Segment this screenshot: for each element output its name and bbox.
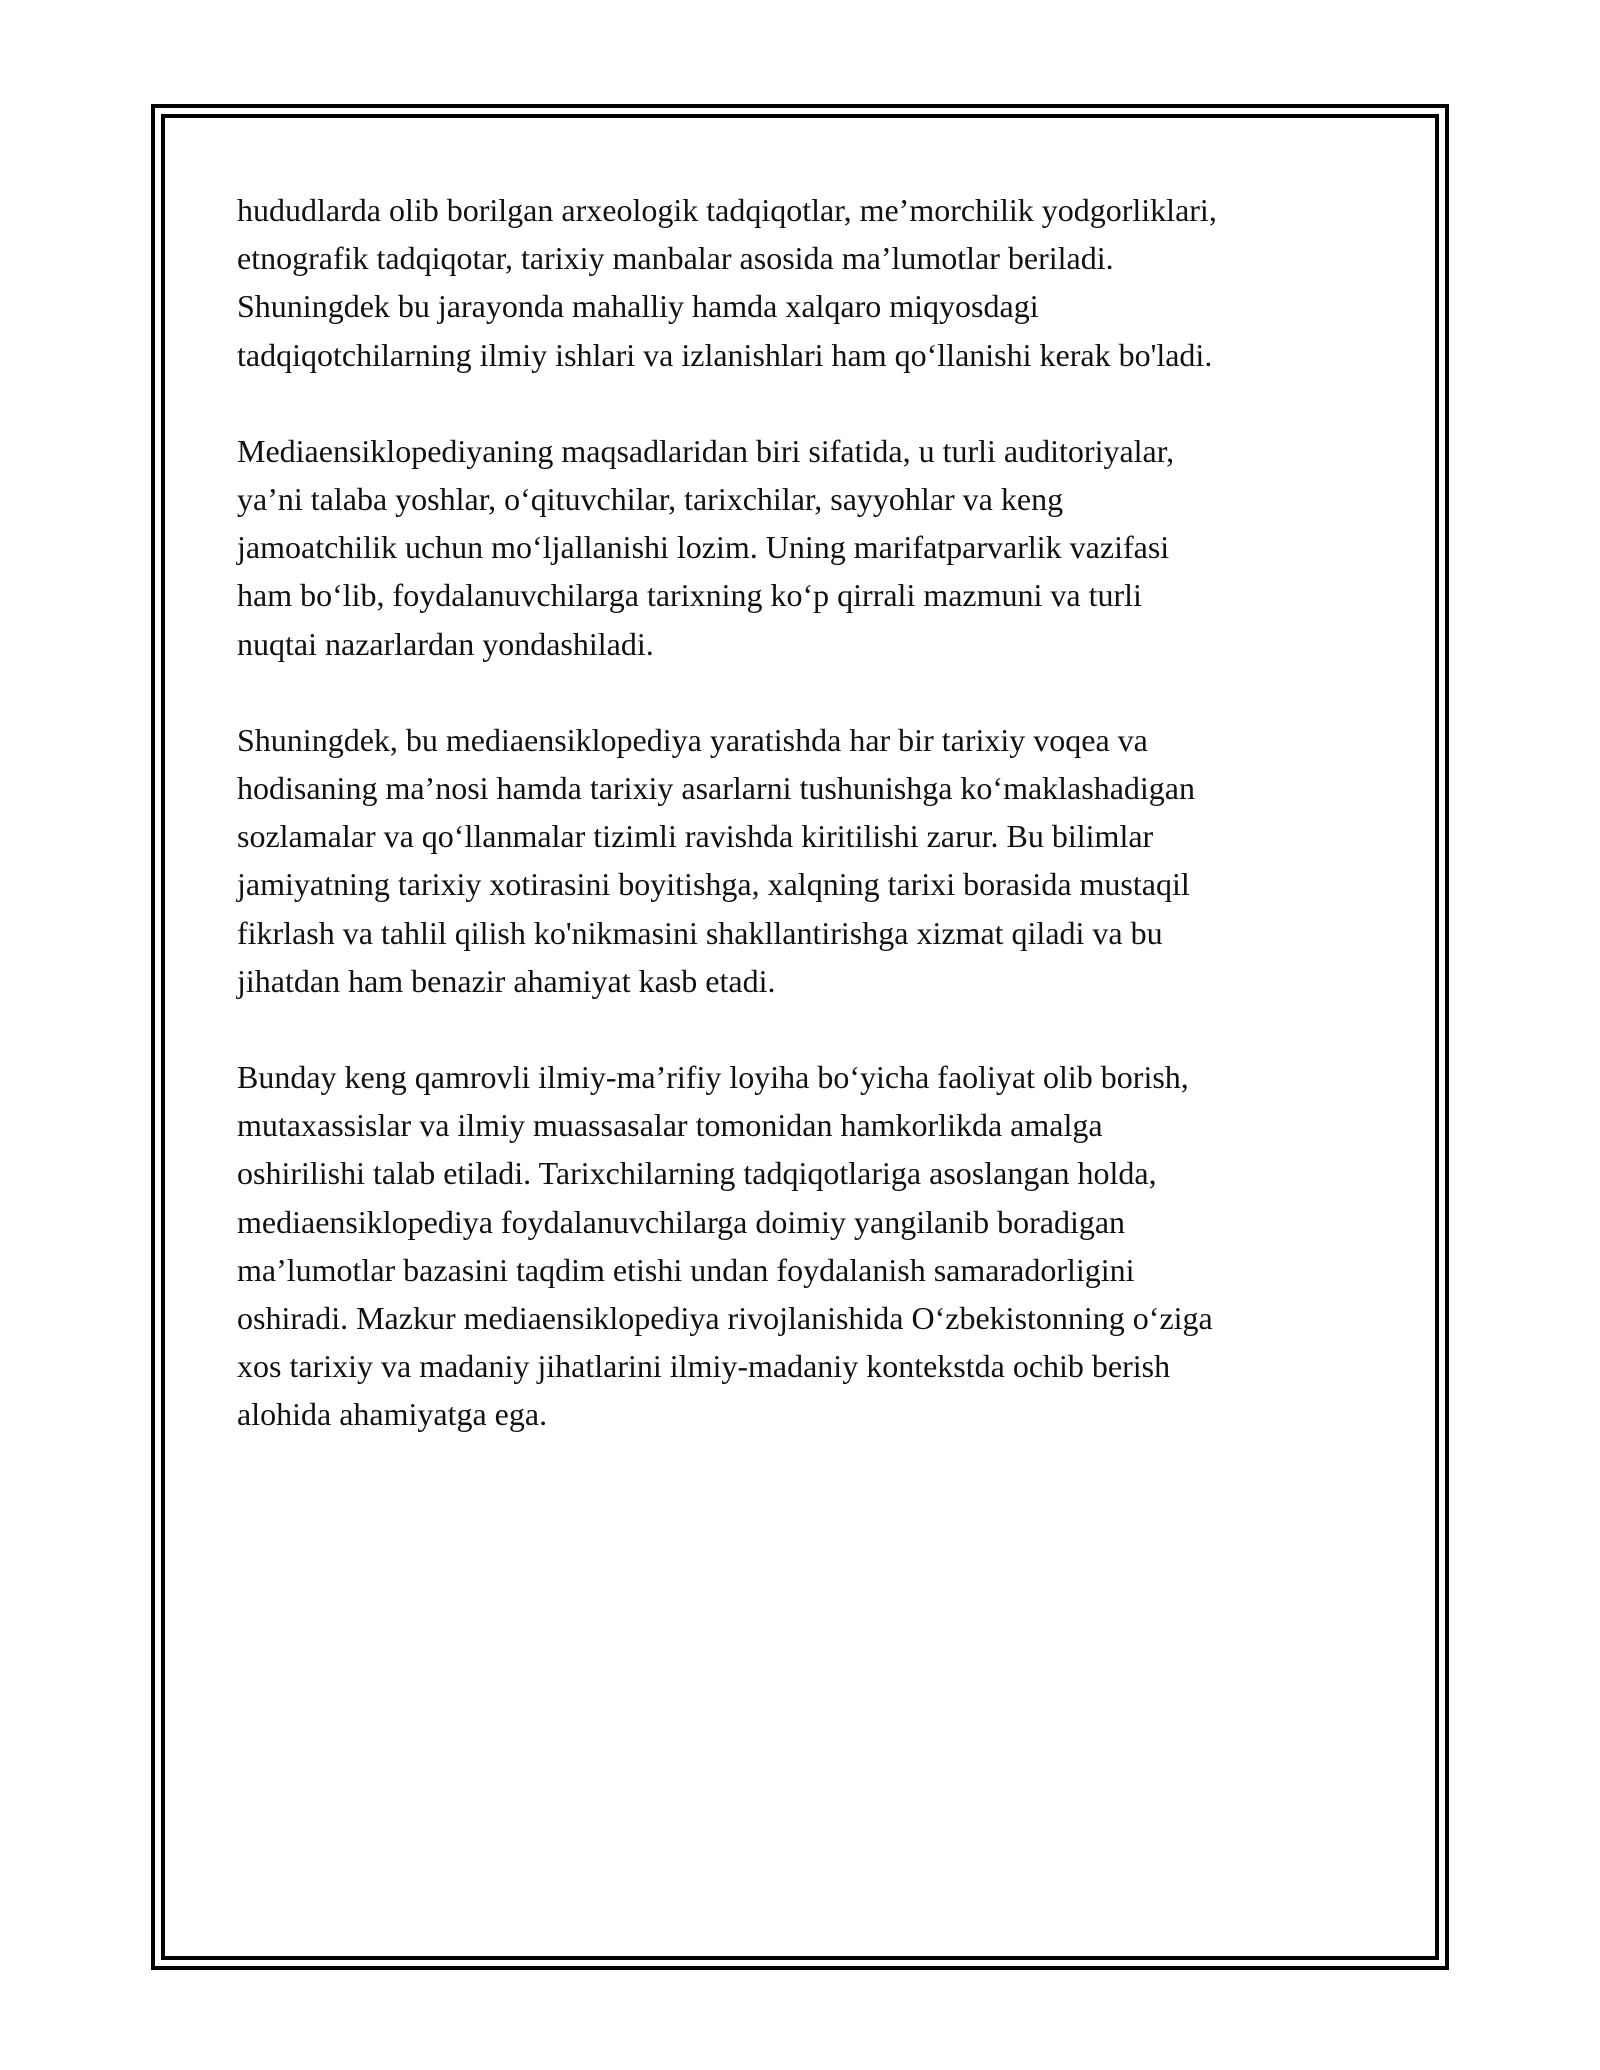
paragraph-line: ham bo‘lib, foydalanuvchilarga tarixning ko‘p qirrali mazmuni va turli	[237, 577, 1142, 614]
paragraph-line: Bunday keng qamrovli ilmiy-ma’rifiy loyiha bo‘yicha faoliyat olib borish,	[237, 1059, 1189, 1096]
paragraph-line: oshiradi. Mazkur mediaensiklopediya rivojlanishida O‘zbekistonning o‘ziga	[237, 1300, 1213, 1337]
paragraph-line: hodisaning ma’nosi hamda tarixiy asarlarni tushunishga ko‘maklashadigan	[237, 770, 1195, 807]
paragraph-1	[237, 186, 1387, 379]
paragraph-line: jamiyatning tarixiy xotirasini boyitishga, xalqning tarixi borasida mustaqil	[237, 866, 1190, 903]
paragraph-line: Shuningdek bu jarayonda mahalliy hamda xalqaro miqyosdagi	[237, 288, 1039, 325]
paragraph-2	[237, 427, 1387, 668]
paragraph-line: mediaensiklopediya foydalanuvchilarga doimiy yangilanib boradigan	[237, 1203, 1126, 1240]
paragraph-line: xos tarixiy va madaniy jihatlarini ilmiy-madaniy kontekstda ochib berish	[237, 1348, 1171, 1385]
paragraph-line: hududlarda olib borilgan arxeologik tadqiqotlar, me’morchilik yodgorliklari,	[237, 192, 1217, 228]
paragraph-line: Shuningdek, bu mediaensiklopediya yaratishda har bir tarixiy voqea va	[237, 721, 1148, 758]
paragraph-line: mutaxassislar va ilmiy muassasalar tomonidan hamkorlikda amalga	[237, 1107, 1103, 1144]
paragraph-line: nuqtai nazarlardan yondashiladi.	[237, 625, 654, 662]
paragraph-line: jihatdan ham benazir ahamiyat kasb etadi.	[237, 962, 776, 999]
paragraph-line: tadqiqotchilarning ilmiy ishlari va izlanishlari ham qo‘llanishi kerak bo'ladi.	[237, 336, 1213, 373]
paragraph-line: etnografik tadqiqotar, tarixiy manbalar asosida ma’lumotlar beriladi.	[237, 240, 1114, 277]
paragraph-line: oshirilishi talab etiladi. Tarixchilarning tadqiqotlariga asoslangan holda,	[237, 1155, 1157, 1192]
document-body	[237, 186, 1387, 1487]
paragraph-4	[237, 1053, 1387, 1439]
paragraph-line: jamoatchilik uchun mo‘ljallanishi lozim. Uning marifatparvarlik vazifasi	[237, 529, 1170, 566]
paragraph-line: fikrlash va tahlil qilish ko'nikmasini shakllantirishga xizmat qiladi va bu	[237, 914, 1163, 951]
paragraph-3	[237, 716, 1387, 1005]
paragraph-line: ma’lumotlar bazasini taqdim etishi undan foydalanish samaradorligini	[237, 1251, 1135, 1288]
paragraph-line: sozlamalar va qo‘llanmalar tizimli ravishda kiritilishi zarur. Bu bilimlar	[237, 818, 1154, 855]
paragraph-line: ya’ni talaba yoshlar, o‘qituvchilar, tarixchilar, sayyohlar va keng	[237, 481, 1064, 518]
paragraph-line: alohida ahamiyatga ega.	[237, 1396, 548, 1433]
paragraph-line: Mediaensiklopediyaning maqsadlaridan biri sifatida, u turli auditoriyalar,	[237, 432, 1175, 469]
